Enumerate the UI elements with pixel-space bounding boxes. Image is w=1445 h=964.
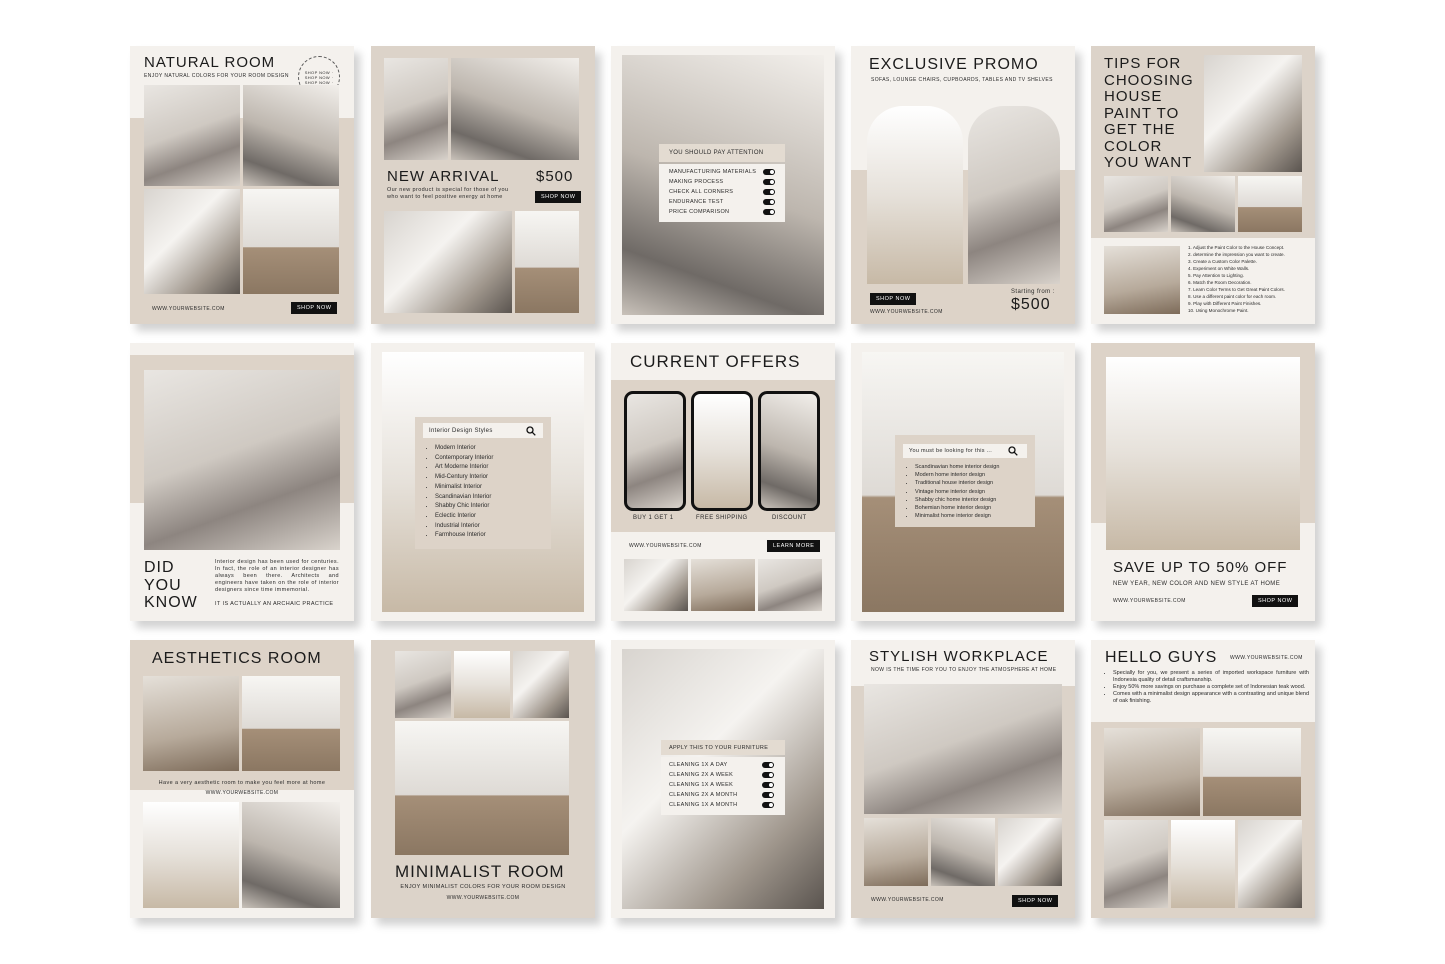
website-link[interactable]: WWW.YOURWEBSITE.COM — [446, 895, 520, 901]
list-item[interactable]: • Farmhouse Interior — [435, 531, 493, 541]
list-item[interactable]: • Minimalist home interior design — [915, 512, 999, 520]
shop-now-button[interactable]: SHOP NOW — [1012, 895, 1058, 907]
card-aesthetics — [130, 640, 354, 918]
card-title — [144, 559, 198, 612]
room-photo — [1104, 176, 1168, 232]
phone-mockup — [691, 391, 753, 511]
panel-header-text: APPLY THIS TO YOUR FURNITURE — [669, 745, 769, 751]
list-item[interactable]: • Modern Interior — [435, 444, 493, 454]
room-photo — [144, 189, 240, 294]
room-photo — [1238, 820, 1302, 908]
room-photo — [1104, 246, 1180, 314]
search-icon[interactable] — [1008, 446, 1018, 456]
list-item[interactable]: • Shabby Chic Interior — [435, 502, 493, 512]
arch-photo — [968, 106, 1060, 284]
price-label: Starting from : — [1011, 289, 1055, 295]
shop-now-button[interactable]: SHOP NOW — [870, 293, 916, 305]
room-photo — [1171, 820, 1235, 908]
card-title: AESTHETICS ROOM — [152, 650, 322, 667]
room-photo — [144, 370, 340, 550]
card-looking-for — [851, 343, 1075, 621]
list-item[interactable]: • Eclectic Interior — [435, 512, 493, 522]
card-title: NEW ARRIVAL — [387, 168, 500, 185]
tip-item: 5. Pay Attention to Lighting. — [1188, 273, 1244, 278]
website-link[interactable]: WWW.YOURWEBSITE.COM — [870, 309, 943, 315]
list-item[interactable]: • Scandinavian home interior design — [915, 463, 999, 471]
website-link[interactable]: WWW.YOURWEBSITE.COM — [871, 897, 944, 903]
stamp-text: SHOP NOW · SHOP NOW · SHOP NOW · — [304, 70, 334, 85]
list-item: • Enjoy 50% more savings on purchase a complete set of Indonesian teak wood. — [1113, 684, 1309, 691]
title-line: DID — [144, 559, 175, 576]
title-line: PAINT TO — [1104, 104, 1180, 122]
website-link[interactable]: WWW.YOURWEBSITE.COM — [152, 306, 225, 312]
phone-mockup — [624, 391, 686, 511]
room-photo — [864, 684, 1062, 814]
checklist-item: CLEANING 1X A WEEK — [669, 782, 734, 788]
card-pay-attention — [611, 46, 835, 324]
room-photo — [395, 651, 451, 718]
card-body: Interior design has been used for centuries. In fact, the role of an interior designer has always been there. Architects and engineers have taken on the role of interior designers since time immemorial. — [215, 559, 339, 593]
room-photo — [864, 818, 928, 886]
card-subtitle: NEW YEAR, NEW COLOR AND NEW STYLE AT HOME — [1113, 581, 1281, 587]
list-item[interactable]: • Shabby chic home interior design — [915, 496, 999, 504]
list-item[interactable]: • Bohemian home interior design — [915, 504, 999, 512]
room-photo — [243, 85, 339, 186]
toggle-switch[interactable] — [763, 189, 775, 195]
tip-item: 4. Experiment on White Walls. — [1188, 266, 1250, 271]
tips-list — [1188, 244, 1285, 314]
styles-list — [427, 444, 493, 541]
list-item[interactable]: • Mid-Century Interior — [435, 473, 493, 483]
title-line: KNOW — [144, 594, 198, 611]
card-furniture — [611, 640, 835, 918]
room-photo — [1104, 728, 1200, 816]
suggestions-list — [907, 463, 999, 520]
price: $500 — [536, 168, 574, 185]
panel-header-text: YOU SHOULD PAY ATTENTION — [669, 150, 764, 156]
toggle-switch[interactable] — [763, 199, 775, 205]
room-photo — [144, 85, 240, 186]
card-title: STYLISH WORKPLACE — [869, 648, 1049, 665]
list-item[interactable]: • Modern home interior design — [915, 471, 999, 479]
title-line: HOUSE — [1104, 88, 1163, 105]
list-item[interactable]: • Scandinavian Interior — [435, 493, 493, 503]
card-title: SAVE UP TO 50% OFF — [1113, 559, 1288, 576]
hello-bullets — [1105, 670, 1309, 705]
website-link[interactable]: WWW.YOURWEBSITE.COM — [1230, 655, 1303, 661]
room-photo — [931, 818, 995, 886]
list-item[interactable]: • Art Moderne Interior — [435, 463, 493, 473]
toggle-switch[interactable] — [762, 762, 774, 768]
website-link[interactable]: WWW.YOURWEBSITE.COM — [1113, 598, 1186, 604]
search-icon[interactable] — [526, 426, 536, 436]
card-subtitle: ENJOY MINIMALIST COLORS FOR YOUR ROOM DESIGN — [400, 884, 566, 890]
offer-label: FREE SHIPPING — [696, 515, 748, 521]
checklist-item: ENDURANCE TEST — [669, 199, 724, 205]
room-photo — [395, 721, 569, 855]
checklist-item: MAKING PROCESS — [669, 179, 724, 185]
tip-item: 10. Using Monochrome Paint. — [1188, 308, 1249, 313]
list-item: • Specially for you, we present a series of imported workspace furniture with Indonesia quality of detail craftsmanship. — [1113, 670, 1309, 684]
checklist-item: MANUFACTURING MATERIALS — [669, 169, 757, 175]
room-photo — [1204, 55, 1302, 172]
tip-item: 9. Play with Different Paint Finishes. — [1188, 301, 1262, 306]
website-link[interactable]: WWW.YOURWEBSITE.COM — [205, 790, 279, 796]
card-title: MINIMALIST ROOM — [395, 862, 565, 881]
room-photo — [515, 211, 579, 313]
card-footer: IT IS ACTUALLY AN ARCHAIC PRACTICE — [215, 601, 334, 607]
card-current-offers — [611, 343, 835, 621]
shop-now-button[interactable]: SHOP NOW — [291, 302, 337, 314]
learn-more-button[interactable]: LEARN MORE — [767, 540, 820, 552]
card-title: CURRENT OFFERS — [630, 352, 801, 371]
tip-item: 2. determine the impression you want to create. — [1188, 252, 1285, 257]
room-photo — [1106, 357, 1300, 550]
card-title: HELLO GUYS — [1105, 649, 1218, 666]
list-item[interactable]: • Traditional house interior design — [915, 479, 999, 487]
room-photo — [1104, 820, 1168, 908]
title-line: YOU — [144, 576, 182, 594]
card-minimalist — [371, 640, 595, 918]
checklist-item: CHECK ALL CORNERS — [669, 189, 734, 195]
checklist-item: CLEANING 1X A DAY — [669, 762, 728, 768]
offer-label: DISCOUNT — [772, 515, 807, 521]
toggle-switch[interactable] — [762, 772, 774, 778]
checklist-item: CLEANING 1X A MONTH — [669, 802, 738, 808]
room-photo — [243, 189, 339, 294]
card-description: Our new product is special for those of you who want to feel positive energy at home — [387, 187, 509, 200]
checklist-item: CLEANING 2X A MONTH — [669, 792, 738, 798]
card-subtitle: SOFAS, LOUNGE CHAIRS, CUPBOARDS, TABLES AND TV SHELVES — [871, 77, 1053, 83]
checklist-item: PRICE COMPARISON — [669, 209, 730, 215]
tip-item: 1. Adjust the Paint Color to the House Concept. — [1188, 245, 1285, 250]
card-save-up — [1091, 343, 1315, 621]
title-line: COLOR — [1104, 137, 1163, 155]
tip-item: 7. Learn Color Terms to Get Great Paint Colors. — [1188, 287, 1285, 292]
card-title: EXCLUSIVE PROMO — [869, 56, 1039, 73]
room-photo — [998, 818, 1062, 886]
room-photo — [1238, 176, 1302, 232]
room-photo — [513, 651, 569, 718]
list-item[interactable]: • Minimalist Interior — [435, 483, 493, 493]
card-caption: Have a very aesthetic room to make you feel more at home — [158, 780, 326, 786]
toggle-switch[interactable] — [763, 209, 775, 215]
card-subtitle: NOW IS THE TIME FOR YOU TO ENJOY THE ATMOSPHERE AT HOME — [871, 667, 1057, 673]
list-item[interactable]: • Industrial Interior — [435, 522, 493, 532]
card-title: NATURAL ROOM — [144, 54, 276, 71]
room-photo — [451, 58, 579, 160]
search-input-text: Interior Design Styles — [429, 428, 493, 434]
card-interior-styles — [371, 343, 595, 621]
room-photo — [143, 676, 239, 771]
title-line: CHOOSING — [1104, 71, 1194, 89]
card-workplace — [851, 640, 1075, 918]
shop-now-button[interactable]: SHOP NOW — [1252, 595, 1298, 607]
title-line: TIPS FOR — [1104, 55, 1182, 72]
checklist-item: CLEANING 2X A WEEK — [669, 772, 734, 778]
room-photo — [242, 676, 340, 771]
arch-photo — [867, 106, 963, 284]
tip-item: 3. Create a Custom Color Palette. — [1188, 259, 1257, 264]
room-photo — [624, 559, 688, 611]
title-line: YOU WANT — [1104, 154, 1193, 171]
toggle-switch[interactable] — [763, 169, 775, 175]
room-photo — [242, 802, 340, 908]
toggle-switch[interactable] — [762, 802, 774, 808]
card-exclusive-promo — [851, 46, 1075, 324]
website-link[interactable]: WWW.YOURWEBSITE.COM — [629, 543, 702, 549]
title-line: GET THE — [1104, 121, 1176, 138]
card-new-arrival — [371, 46, 595, 324]
tip-item: 8. Use a different paint color for each room. — [1188, 294, 1277, 299]
shop-now-button[interactable]: SHOP NOW — [535, 191, 581, 203]
toggle-switch[interactable] — [762, 792, 774, 798]
room-photo — [758, 559, 822, 611]
room-photo — [1203, 728, 1301, 816]
room-photo — [691, 559, 755, 611]
card-hello — [1091, 640, 1315, 918]
card-tips — [1091, 46, 1315, 324]
room-photo — [384, 58, 448, 160]
list-item: • Comes with a minimalist design appearance with a contrasting and unique blend of oak finishing. — [1113, 691, 1309, 705]
card-did-you-know — [130, 343, 354, 621]
toggle-switch[interactable] — [762, 782, 774, 788]
offer-label: BUY 1 GET 1 — [633, 515, 674, 521]
price: $500 — [1011, 296, 1051, 313]
card-subtitle: ENJOY NATURAL COLORS FOR YOUR ROOM DESIGN — [144, 73, 289, 79]
tip-item: 6. Match the Room Decoration. — [1188, 280, 1252, 285]
room-photo — [454, 651, 510, 718]
list-item[interactable]: • Vintage home interior design — [915, 488, 999, 496]
room-photo — [143, 802, 239, 908]
card-title — [1104, 56, 1194, 172]
list-item[interactable]: • Contemporary Interior — [435, 454, 493, 464]
card-natural-room — [130, 46, 354, 324]
search-input-text: You must be looking for this ... — [909, 448, 993, 454]
toggle-switch[interactable] — [763, 179, 775, 185]
room-photo — [1171, 176, 1235, 232]
phone-mockup — [758, 391, 820, 511]
room-photo — [384, 211, 512, 313]
